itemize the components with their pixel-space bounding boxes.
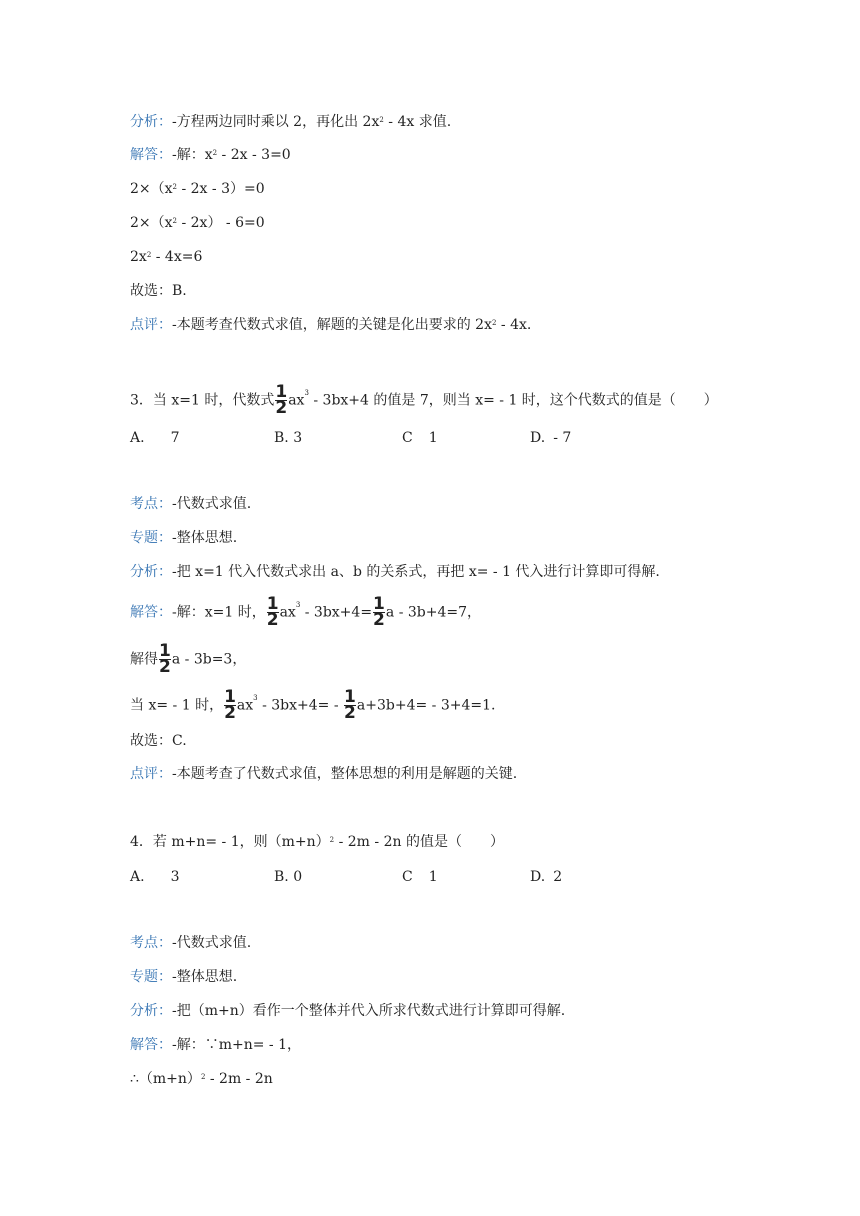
q3-option-d[interactable] (530, 428, 571, 448)
answer-text: -解：x=1 时， (172, 604, 266, 621)
stem-text-2: ax (288, 392, 305, 409)
q4-analysis (130, 1001, 565, 1021)
analysis-label: 分析： (130, 564, 172, 580)
analysis-text: -把（m+n）看作一个整体并代入所求代数式进行计算即可得解. (172, 1003, 566, 1019)
q4-zhuanti (130, 967, 237, 987)
comment-text: -本题考查代数式求值，解题的关键是化出要求的 2x (172, 317, 492, 333)
option-value: 1 (428, 430, 438, 446)
when-text: 当 x= - 1 时， (130, 697, 224, 714)
superscript: 3 (295, 601, 301, 609)
answer-text: -解：∵m+n= - 1， (172, 1037, 302, 1053)
superscript: 2 (212, 149, 218, 157)
fraction-denominator: 2 (224, 703, 236, 723)
kaodian-text: -代数式求值. (172, 496, 252, 512)
fraction (266, 594, 279, 630)
step-text: ∴（m+n） (130, 1071, 201, 1087)
zhuanti-label: 专题： (130, 530, 172, 546)
q2-step-1 (130, 179, 265, 199)
q3-option-a[interactable] (130, 428, 179, 448)
option-value: 2 (553, 869, 563, 885)
stem-text: 3．当 x=1 时，代数式 (130, 392, 275, 409)
fraction-denominator: 2 (159, 657, 171, 677)
option-label: A. (130, 430, 145, 446)
step-text: 2×（x (130, 215, 173, 231)
q3-option-b[interactable] (274, 428, 302, 448)
fraction-denominator: 2 (373, 610, 385, 630)
q3-stem (130, 382, 718, 418)
q2-answer (130, 145, 291, 165)
comment-label: 点评： (130, 766, 172, 782)
option-label: D. (530, 430, 546, 446)
superscript: 3 (304, 389, 309, 397)
step-text-end: - 2m - 2n (205, 1071, 273, 1087)
step-text-end: - 2x） - 6=0 (177, 215, 265, 231)
answer-label: 解答： (130, 604, 172, 621)
q2-comment (130, 315, 531, 335)
step-text-end: - 2x - 3）=0 (177, 181, 265, 197)
analysis-label: 分析： (130, 114, 172, 130)
solve-text: 解得 (130, 651, 158, 668)
option-label: B. (274, 430, 294, 446)
analysis-text: -把 x=1 代入代数式求出 a、b 的关系式，再把 x= - 1 代入进行计算即可得解. (172, 564, 660, 580)
comment-label: 点评： (130, 317, 172, 333)
q3-zhuanti (130, 528, 237, 548)
kaodian-label: 考点： (130, 496, 172, 512)
option-label: C (402, 430, 413, 446)
analysis-label: 分析： (130, 1003, 172, 1019)
fraction-numerator: 1 (275, 382, 288, 402)
option-value: 7 (170, 430, 180, 446)
option-label: A. (130, 869, 145, 885)
fraction-numerator: 1 (159, 641, 171, 661)
q2-step-3 (130, 247, 202, 267)
answer-text-4: a - 3b+4=7， (385, 604, 482, 621)
q3-option-c[interactable] (402, 428, 438, 448)
option-value: 3 (170, 869, 180, 885)
fraction-numerator: 1 (224, 687, 236, 707)
answer-text-3: - 3bx+4= (300, 604, 373, 621)
answer-label: 解答： (130, 147, 172, 163)
superscript: 2 (491, 319, 497, 327)
kaodian-text: -代数式求值. (172, 935, 252, 951)
superscript: 2 (172, 183, 178, 191)
kaodian-label: 考点： (130, 935, 172, 951)
superscript: 2 (200, 1073, 206, 1081)
answer-label: 解答： (130, 1037, 172, 1053)
q3-answer (130, 594, 482, 630)
fraction (275, 382, 288, 418)
q3-kaodian (130, 494, 251, 514)
superscript: 2 (146, 251, 152, 259)
solve-text-2: a - 3b=3， (171, 651, 247, 668)
q3-when (130, 687, 496, 723)
fraction (224, 687, 236, 723)
fraction-denominator: 2 (275, 398, 288, 418)
superscript: 2 (379, 116, 384, 124)
step-text-end: - 4x=6 (151, 249, 203, 265)
q4-option-c[interactable] (402, 867, 438, 887)
when-text-2: ax (236, 697, 254, 714)
stem-text-2: - 2m - 2n 的值是（ ） (334, 834, 504, 850)
option-value: - 7 (553, 430, 572, 446)
q4-kaodian (130, 933, 251, 953)
option-value: 3 (293, 430, 303, 446)
q3-solve (130, 641, 247, 677)
fraction-denominator: 2 (266, 610, 279, 630)
option-value: 0 (293, 869, 303, 885)
analysis-text-end: - 4x 求值. (383, 114, 452, 130)
option-label: B. (274, 869, 294, 885)
answer-text-end: - 2x - 3=0 (217, 147, 291, 163)
answer-text: -解：x (172, 147, 213, 163)
fraction-numerator: 1 (373, 594, 385, 614)
superscript: 2 (329, 836, 335, 844)
q4-option-b[interactable] (274, 867, 302, 887)
comment-text-end: - 4x. (496, 317, 532, 333)
zhuanti-label: 专题： (130, 969, 172, 985)
q4-step-1 (130, 1069, 273, 1089)
zhuanti-text: -整体思想. (172, 530, 238, 546)
answer-text-2: ax (279, 604, 296, 621)
q3-analysis (130, 562, 660, 582)
q2-choice: 故选：B. (130, 283, 187, 299)
superscript: 2 (172, 217, 178, 225)
q3-choice: 故选：C. (130, 733, 187, 749)
fraction (159, 641, 171, 677)
q4-stem (130, 832, 504, 852)
option-value: 1 (428, 869, 438, 885)
zhuanti-text: -整体思想. (172, 969, 238, 985)
option-label: D. (530, 869, 546, 885)
q4-option-d[interactable] (530, 867, 562, 887)
when-text-3: - 3bx+4= - (257, 697, 344, 714)
q4-option-a[interactable] (130, 867, 179, 887)
step-text: 2×（x (130, 181, 173, 197)
stem-text-3: - 3bx+4 的值是 7，则当 x= - 1 时，这个代数式的值是（ ） (308, 392, 718, 409)
fraction (373, 594, 385, 630)
comment-text: -本题考查了代数式求值，整体思想的利用是解题的关键. (172, 766, 518, 782)
step-text: 2x (130, 249, 147, 265)
q2-step-2 (130, 213, 265, 233)
stem-text: 4．若 m+n= - 1，则（m+n） (130, 834, 330, 850)
fraction-denominator: 2 (344, 703, 356, 723)
superscript: 3 (253, 694, 258, 702)
q2-analysis (130, 112, 451, 132)
fraction (344, 687, 356, 723)
fraction-numerator: 1 (344, 687, 356, 707)
analysis-text: -方程两边同时乘以 2，再化出 2x (172, 114, 380, 130)
option-label: C (402, 869, 413, 885)
q3-comment (130, 764, 517, 784)
fraction-numerator: 1 (266, 594, 279, 614)
q4-answer (130, 1035, 301, 1055)
when-text-4: a+3b+4= - 3+4=1. (356, 697, 496, 714)
